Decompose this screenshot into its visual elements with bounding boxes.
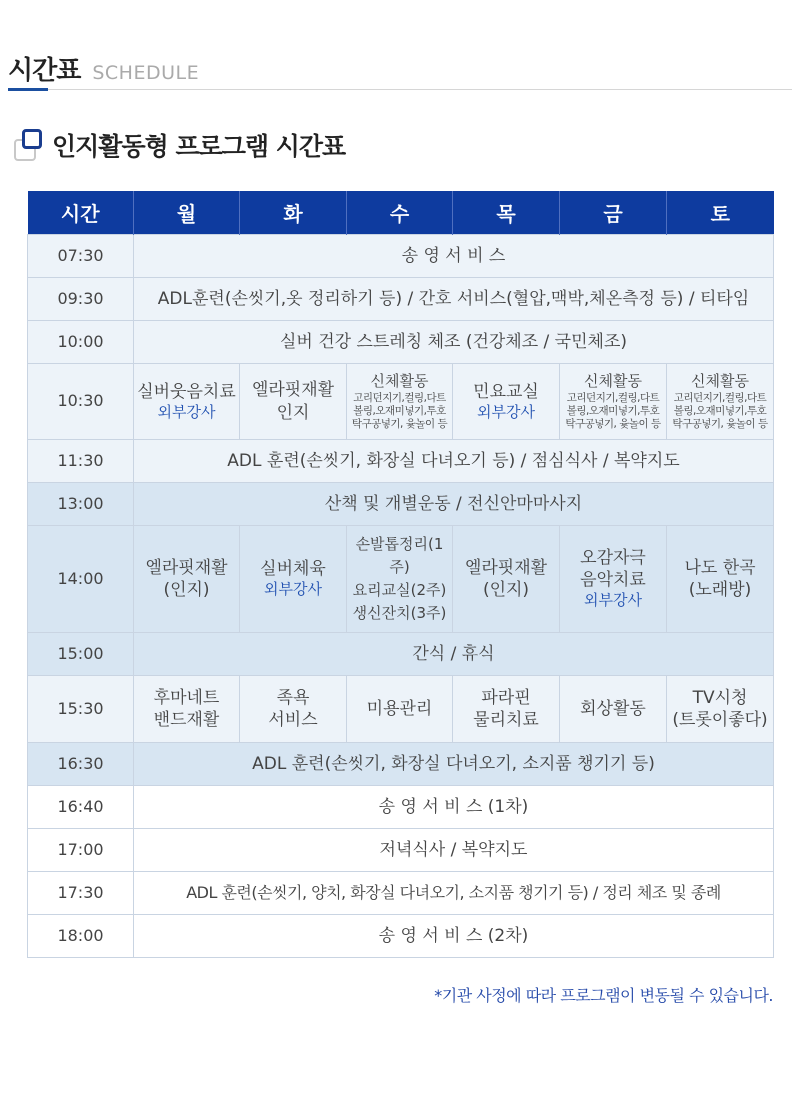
table-header-row <box>28 191 774 235</box>
activity-cell-wed <box>347 676 453 743</box>
activity-cell: 송 영 서 비 스 (2차) <box>134 915 774 958</box>
activity-name: 서비스 <box>268 710 318 730</box>
activity-detail: 볼링,오재미넣기,투호 <box>673 404 767 417</box>
activity-detail: 탁구공넣기, 윷놀이 등 <box>351 417 448 430</box>
time-cell: 09:30 <box>28 278 134 321</box>
activity-cell-mon <box>134 526 240 633</box>
activity-cell-sat <box>667 364 774 440</box>
activity-cell-wed <box>347 364 453 440</box>
activity-detail: 고리던지기,컬링,다트 <box>353 391 446 404</box>
activity-name: 손발톱정리(1주) <box>355 534 444 576</box>
activity-cell-thu <box>453 364 560 440</box>
header-fri: 금 <box>560 191 667 235</box>
time-cell: 18:00 <box>28 915 134 958</box>
activity-name: 신체활동 <box>584 372 642 391</box>
activity-cell: ADL 훈련(손씻기, 양치, 화장실 다녀오기, 소지품 챙기기 등) / 정리 체조 및 종례 <box>134 872 774 915</box>
activity-name: 신체활동 <box>370 372 429 391</box>
footnote: *기관 사정에 따라 프로그램이 변동될 수 있습니다. <box>434 986 773 1005</box>
activity-name: 오감자극 <box>580 548 646 569</box>
header-wed: 수 <box>347 191 453 235</box>
title-accent-bar <box>8 88 48 91</box>
header-mon: 월 <box>134 191 240 235</box>
activity-detail: 고리던지기,컬링,다트 <box>673 391 767 404</box>
activity-cell: 저녁식사 / 복약지도 <box>134 829 774 872</box>
activity-cell: 송 영 서 비 스 (1차) <box>134 786 774 829</box>
activity-cell-tue <box>240 526 347 633</box>
activity-cell: 산책 및 개별운동 / 전신안마마사지 <box>134 483 774 526</box>
time-cell: 16:40 <box>28 786 134 829</box>
activity-cell: ADL훈련(손씻기,옷 정리하기 등) / 간호 서비스(혈압,맥박,체온측정 등) / 티타임 <box>134 278 774 321</box>
time-cell: 10:30 <box>28 364 134 440</box>
activity-name: (트롯이좋다) <box>672 710 768 730</box>
header-time: 시간 <box>28 191 134 235</box>
activity-name: (노래방) <box>688 580 752 600</box>
activity-cell-tue <box>240 676 347 743</box>
external-instructor-note: 외부강사 <box>264 580 322 599</box>
activity-name: 민요교실 <box>473 381 539 402</box>
activity-name: 엘라핏재활 <box>251 380 335 401</box>
table-row <box>28 483 774 526</box>
activity-name: 물리치료 <box>473 710 539 730</box>
table-row <box>28 872 774 915</box>
table-row <box>28 786 774 829</box>
activity-name: 실버체육 <box>260 559 326 580</box>
activity-name: 나도 한곡 <box>684 557 756 578</box>
table-row <box>28 676 774 743</box>
activity-cell-thu <box>453 676 560 743</box>
time-cell: 10:00 <box>28 321 134 364</box>
header-tue: 화 <box>240 191 347 235</box>
activity-cell-tue <box>240 364 347 440</box>
time-cell: 17:30 <box>28 872 134 915</box>
activity-cell-mon <box>134 364 240 440</box>
header-sat: 토 <box>667 191 774 235</box>
table-row <box>28 915 774 958</box>
activity-name: (인지) <box>482 580 530 600</box>
activity-name: 회상활동 <box>580 698 646 719</box>
checkbox-icon <box>14 129 42 161</box>
table-row <box>28 440 774 483</box>
time-cell: 15:30 <box>28 676 134 743</box>
activity-detail: 볼링,오재미넣기,투호 <box>566 404 660 417</box>
activity-detail: 고리던지기,컬링,다트 <box>566 391 660 404</box>
activity-cell: 실버 건강 스트레칭 체조 (건강체조 / 국민체조) <box>134 321 774 364</box>
activity-name: 미용관리 <box>366 698 433 719</box>
activity-name: 요리교실(2주) <box>352 581 447 599</box>
activity-name: 후마네트 <box>153 687 220 708</box>
table-row <box>28 743 774 786</box>
external-instructor-note: 외부강사 <box>584 591 642 610</box>
activity-detail: 탁구공넣기, 윷놀이 등 <box>672 417 768 430</box>
external-instructor-note: 외부강사 <box>157 402 216 421</box>
activity-name: 신체활동 <box>691 372 749 391</box>
activity-name: 족욕 <box>276 687 310 708</box>
activity-cell-wed <box>347 526 453 633</box>
activity-name: 엘라핏재활 <box>464 557 548 578</box>
activity-cell: ADL 훈련(손씻기, 화장실 다녀오기 등) / 점심식사 / 복약지도 <box>134 440 774 483</box>
activity-name: (인지) <box>163 580 210 600</box>
time-cell: 16:30 <box>28 743 134 786</box>
activity-detail: 볼링,오재미넣기,투호 <box>353 404 446 417</box>
activity-cell-thu <box>453 526 560 633</box>
time-cell: 13:00 <box>28 483 134 526</box>
time-cell: 11:30 <box>28 440 134 483</box>
activity-cell-fri <box>560 364 667 440</box>
activity-name: 인지 <box>276 402 310 423</box>
activity-name: 파라핀 <box>481 687 531 708</box>
page-title-english: SCHEDULE <box>92 62 200 84</box>
time-cell: 14:00 <box>28 526 134 633</box>
table-row <box>28 364 774 440</box>
time-cell: 07:30 <box>28 235 134 278</box>
schedule-table <box>27 191 774 958</box>
activity-name: 엘라핏재활 <box>145 557 228 578</box>
table-row <box>28 526 774 633</box>
activity-cell-fri <box>560 676 667 743</box>
activity-name: TV시청 <box>692 687 748 708</box>
table-row <box>28 633 774 676</box>
table-row <box>28 235 774 278</box>
activity-cell-fri <box>560 526 667 633</box>
activity-cell: 송 영 서 비 스 <box>134 235 774 278</box>
activity-name: 생신잔치(3주) <box>352 604 447 623</box>
page-title <box>8 50 199 90</box>
title-divider <box>8 89 792 90</box>
table-row <box>28 829 774 872</box>
activity-cell-sat <box>667 676 774 743</box>
activity-name: 밴드재활 <box>153 710 220 730</box>
time-cell: 17:00 <box>28 829 134 872</box>
activity-name: 음악치료 <box>580 570 646 591</box>
external-instructor-note: 외부강사 <box>477 402 535 421</box>
table-row <box>28 278 774 321</box>
time-cell: 15:00 <box>28 633 134 676</box>
activity-name: 실버웃음치료 <box>137 381 236 402</box>
activity-detail: 탁구공넣기, 윷놀이 등 <box>565 417 661 430</box>
activity-cell: ADL 훈련(손씻기, 화장실 다녀오기, 소지품 챙기기 등) <box>134 743 774 786</box>
activity-cell-sat <box>667 526 774 633</box>
activity-cell: 간식 / 휴식 <box>134 633 774 676</box>
table-row <box>28 321 774 364</box>
page-title-korean: 시간표 <box>8 56 81 86</box>
activity-cell-mon <box>134 676 240 743</box>
section-title: 인지활동형 프로그램 시간표 <box>52 132 346 161</box>
header-thu: 목 <box>453 191 560 235</box>
section-heading <box>14 125 345 165</box>
